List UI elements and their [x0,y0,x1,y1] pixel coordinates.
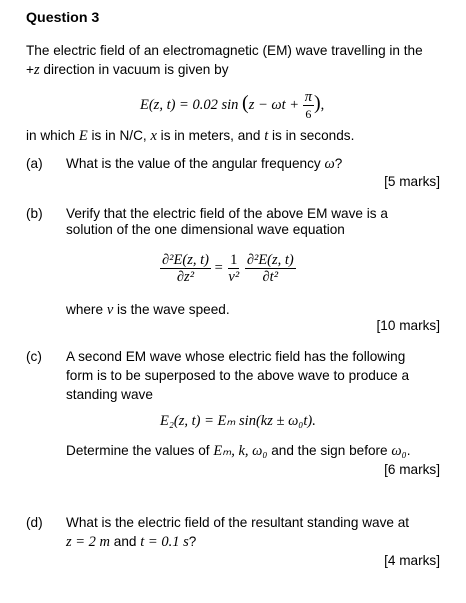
determine-omega0: ω₀ [391,443,407,459]
wave-eq-mid-num: 1 [230,252,238,268]
wave-eq-rhs-den: ∂t² [262,269,279,285]
part-a-omega: ω [324,156,335,172]
where-pre: where [66,302,107,317]
part-a-label: (a) [26,156,43,171]
units-mid1: is in N/C, [87,128,151,143]
part-a-question [66,156,342,173]
equation-1 [140,88,324,122]
intro-line-1: The electric field of an electromagnetic (EM) wave travelling in the [26,43,423,58]
eq1-close-paren: ) [313,92,321,114]
wave-eq-lhs-num: ∂²E(z, t) [162,252,209,268]
wave-eq-rhs-num: ∂²E(z, t) [246,252,294,268]
wave-eq-lhs-den: ∂z² [176,269,195,285]
eq1-lhs: E(z, t) = 0.02 sin [140,97,239,113]
part-d-and: and [110,534,141,549]
units-t: t [264,128,269,144]
part-a-marks: [5 marks] [384,174,440,189]
determine-mid: and the sign before [267,443,392,458]
part-a-end: ? [334,156,343,171]
part-d-z: z = 2 m [66,534,111,550]
part-b-line-1: Verify that the electric field of the above EM wave is a [66,206,388,221]
part-b-where [66,302,230,319]
eq1-frac-den: 6 [305,107,312,122]
part-d-line-2 [66,534,196,551]
wave-eq-mid-den: v² [228,269,240,285]
wave-eq-lhs [160,252,211,285]
where-post: is the wave speed. [113,302,230,317]
units-sentence [26,128,354,145]
eq1-inner: z − ωt + [248,97,300,113]
units-pre: in which [26,128,79,143]
determine-end: . [406,443,411,458]
determine-pre: Determine the values of [66,443,214,458]
where-v: v [106,302,114,318]
part-d-label: (d) [26,515,43,530]
part-c-line-2: form is to be superposed to the above wave to produce a [66,368,410,383]
units-x: x [150,128,157,144]
units-E: E [78,128,88,144]
units-post: is in seconds. [268,128,355,143]
part-b-line-2: solution of the one dimensional wave equation [66,222,345,237]
wave-equation [160,252,296,285]
intro-line-2 [26,62,229,79]
z-variable: z [33,62,40,78]
intro-line-2-text: direction in vacuum is given by [39,62,229,77]
part-d-line-1: What is the electric field of the resultant standing wave at [66,515,410,530]
part-c-label: (c) [26,349,42,364]
question-heading: Question 3 [26,10,100,26]
eq1-end: , [320,97,325,113]
eq1-open-paren: ( [242,92,249,114]
eq1-fraction [303,89,314,122]
part-c-determine [66,443,410,460]
part-b-label: (b) [26,206,43,221]
part-d-marks: [4 marks] [384,553,440,568]
part-d-t: t = 0.1 s [140,534,189,550]
part-d-qmark: ? [188,534,197,549]
part-a-text: What is the value of the angular frequency [66,156,325,171]
units-mid2: is in meters, and [156,128,265,143]
wave-eq-mid [226,252,241,285]
wave-eq-rhs [245,252,296,285]
part-c-line-1: A second EM wave whose electric field has the following [66,349,406,364]
part-b-marks: [10 marks] [376,318,440,333]
part-c-marks: [6 marks] [384,462,440,477]
part-c-line-3: standing wave [66,387,153,402]
determine-vars: Eₘ, k, ω₀ [213,443,268,459]
wave-eq-equals: = [214,259,223,276]
plus-sign: + [26,62,34,77]
second-wave-equation: E₂(z, t) = Eₘ sin(kz ± ω₀t). [160,413,316,429]
eq1-frac-num: π [304,89,312,106]
